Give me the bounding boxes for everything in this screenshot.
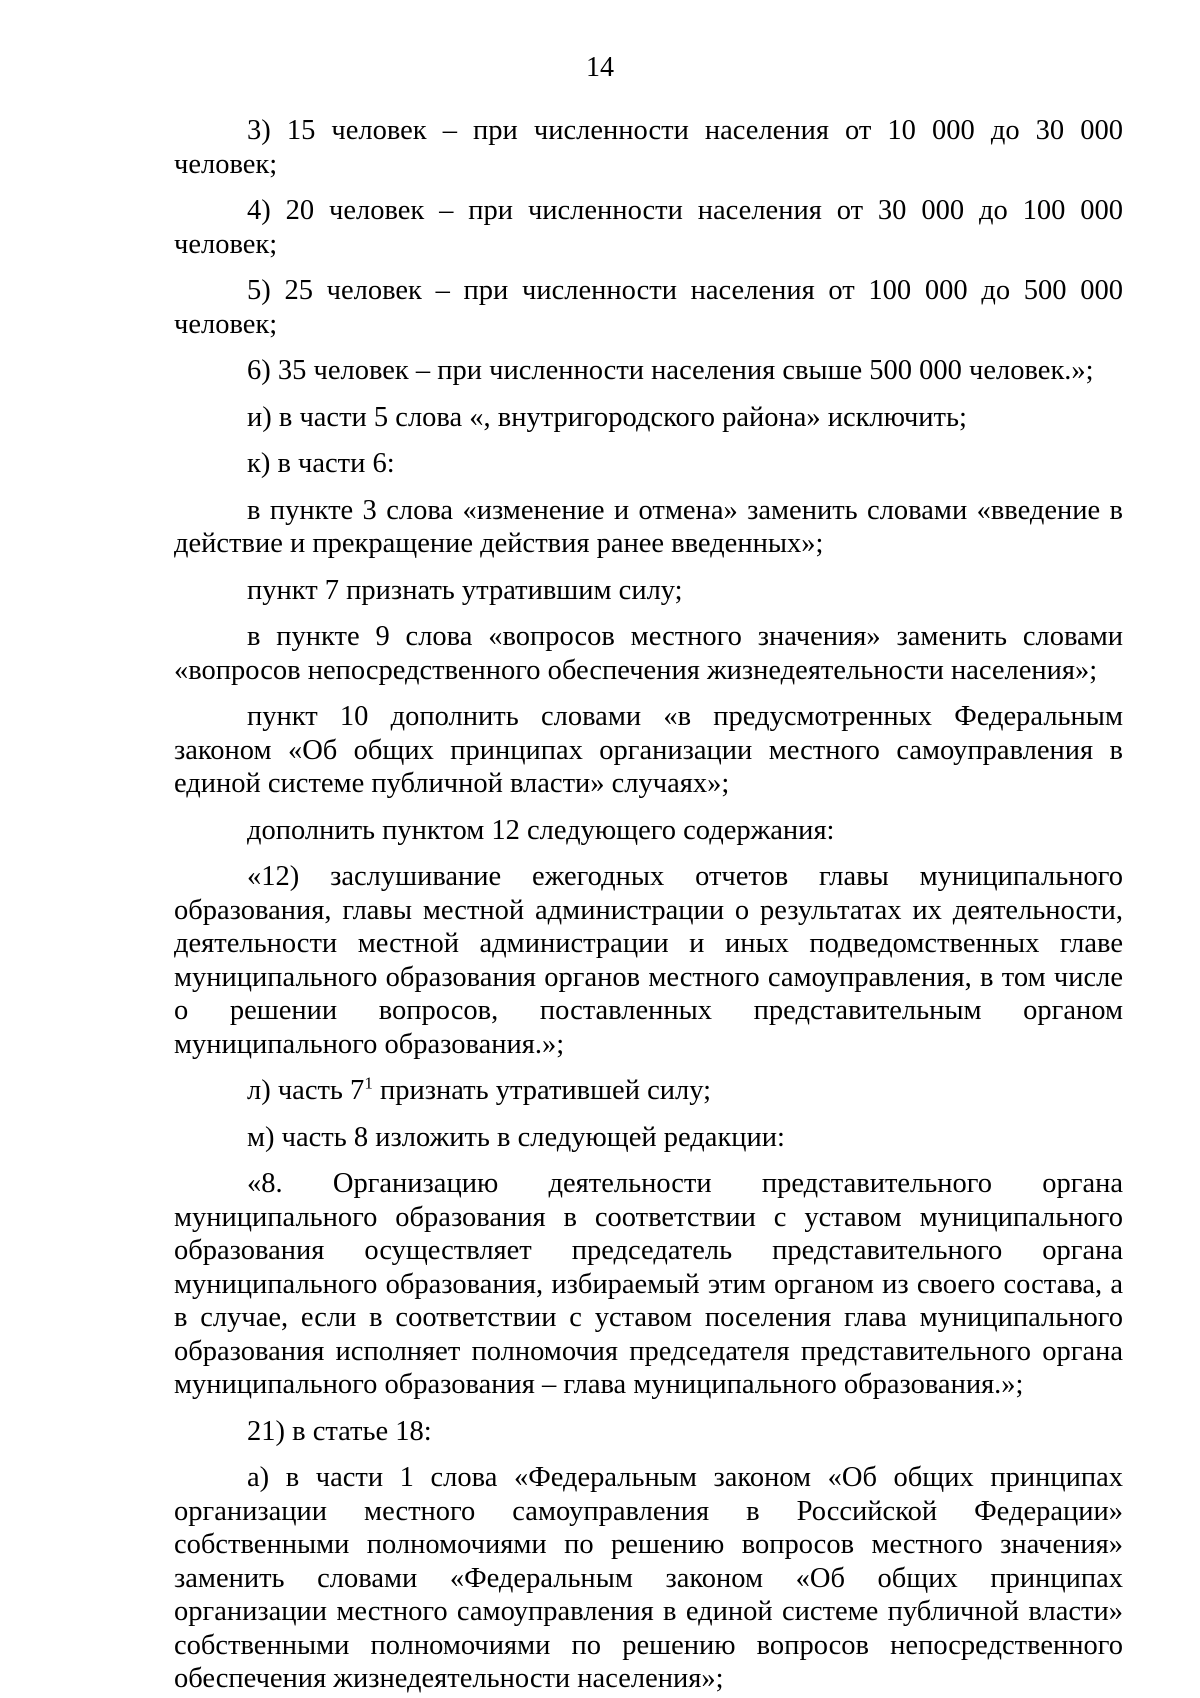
paragraph-point-9: в пункте 9 слова «вопросов местного значения» заменить словами «вопросов непосредственного обеспечения жизнедеятельности населения»; (174, 621, 1123, 686)
paragraph-item-a: а) в части 1 слова «Федеральным законом «Об общих принципах организации местного самоуправления в Российской Федерации» собственными полномочиями по решению вопросов местного значения» заменить словами «Федеральным законом «Об общих принципах организации местного самоуправления в единой системе публичной власти» собственными полномочиями по решению вопросов непосредственного обеспечения жизнедеятельности населения»; (174, 1462, 1123, 1694)
paragraph-point-12-text: «12) заслушивание ежегодных отчетов главы муниципального образования, главы местной администрации о результатах их деятельности, деятельности местной администрации и иных подведомственных главе муниципального образования органов местного самоуправления, в том числе о решении вопросов, поставленных представительным органом муниципального образования.»; (174, 861, 1123, 1060)
paragraph-point-7: пункт 7 признать утратившим силу; (247, 574, 683, 606)
paragraph-part-8-text: «8. Организацию деятельности представительного органа муниципального образования в соответствии с уставом муниципального образования осуществляет председатель представительного органа муниципального образования, избираемый этим органом из своего состава, а в случае, если в соответствии с уставом поселения глава муниципального образования исполняет полномочия председателя представительного органа муниципального образования – глава муниципального образования.»; (174, 1168, 1123, 1400)
paragraph-point-3: в пункте 3 слова «изменение и отмена» заменить словами «введение в действие и прекращение действия ранее введенных»; (174, 494, 1123, 559)
paragraph-item-3: 3) 15 человек – при численности населения от 10 000 до 30 000 человек; (174, 115, 1123, 180)
paragraph-item-6: 6) 35 человек – при численности населения свыше 500 000 человек.»; (247, 355, 1094, 386)
paragraph-item-21: 21) в статье 18: (247, 1415, 432, 1447)
item-l-superscript: 1 (364, 1073, 373, 1093)
document-body (174, 114, 1123, 1696)
page-number: 14 (586, 52, 614, 83)
paragraph-item-4: 4) 20 человек – при численности населения от 30 000 до 100 000 человек; (174, 195, 1123, 260)
paragraph-item-m: м) часть 8 изложить в следующей редакции: (247, 1121, 785, 1153)
paragraph-item-l (174, 1074, 1123, 1108)
paragraph-item-5: 5) 25 человек – при численности населения от 100 000 до 500 000 человек; (174, 275, 1123, 340)
paragraph-item-i: и) в части 5 слова «, внутригородского района» исключить; (247, 401, 967, 433)
item-l-after: признать утратившей силу; (372, 1075, 712, 1106)
paragraph-add-point-12: дополнить пунктом 12 следующего содержания: (247, 814, 835, 846)
paragraph-point-10: пункт 10 дополнить словами «в предусмотренных Федеральным законом «Об общих принципах организации местного самоуправления в единой системе публичной власти» случаях»; (174, 701, 1123, 799)
paragraph-item-k: к) в части 6: (247, 448, 395, 479)
item-l-before: л) часть 7 (247, 1075, 365, 1106)
